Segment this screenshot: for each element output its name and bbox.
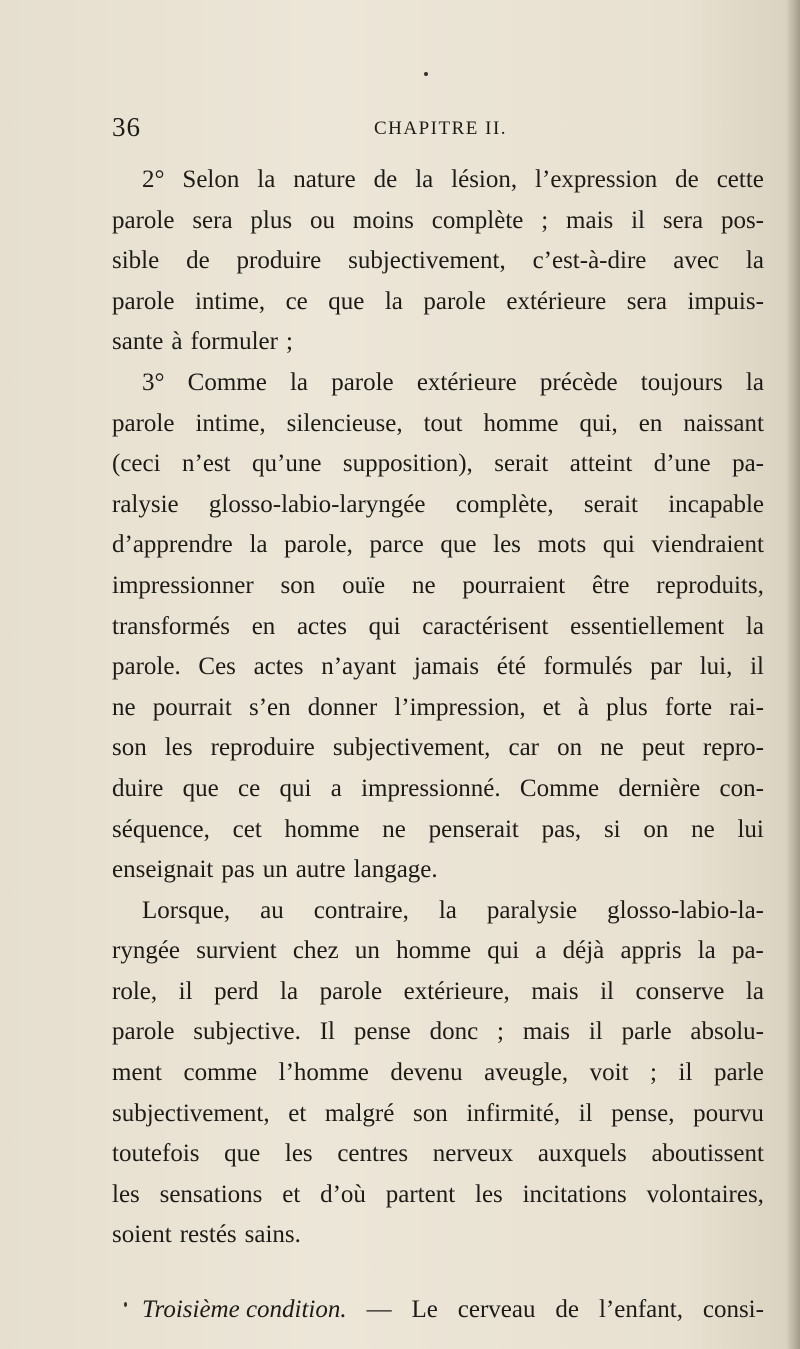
text-line: sible de produire subjectivement, c’est-à-dire avec la <box>112 247 764 275</box>
text-line: transformés en actes qui caractérisent essentiellement la <box>112 612 764 640</box>
page-number: 36 <box>112 112 141 142</box>
text-line: enseignait pas un autre langage. <box>112 856 438 884</box>
running-head: CHAPITRE II. <box>374 118 508 139</box>
page-edge-shadow <box>786 0 800 1349</box>
text-line: sante à formuler ; <box>112 328 293 356</box>
text-line: d’apprendre la parole, parce que les mots qui viendraient <box>112 531 764 559</box>
text-line: ralysie glosso-labio-laryngée complète, serait incapable <box>112 490 764 518</box>
text-line: son les reproduire subjectivement, car on ne peut repro- <box>112 734 764 762</box>
text-line: les sensations et d’où partent les incitations volontaires, <box>112 1180 764 1208</box>
text-line: parole sera plus ou moins complète ; mais il sera pos- <box>112 206 764 234</box>
text-line: parole intime, ce que la parole extérieure sera impuis- <box>112 287 764 315</box>
text-line: Lorsque, au contraire, la paralysie glosso-labio-la- <box>142 896 764 924</box>
section-heading-line: Troisième condition. — Le cerveau de l’enfant, consi- <box>112 1290 764 1331</box>
text-line: ment comme l’homme devenu aveugle, voit ; il parle <box>112 1059 764 1087</box>
text-line: parole subjective. Il pense donc ; mais il parle absolu- <box>112 1018 764 1046</box>
text-line: ryngée survient chez un homme qui a déjà appris la pa- <box>112 937 764 965</box>
body-text <box>112 160 764 1331</box>
text-line: duire que ce qui a impressionné. Comme dernière con- <box>112 774 764 802</box>
text-line: séquence, cet homme ne penserait pas, si on ne lui <box>112 815 764 843</box>
text-line: soient restés sains. <box>112 1221 301 1249</box>
text-line: parole. Ces actes n’ayant jamais été formulés par lui, il <box>112 653 764 681</box>
ink-speck <box>424 72 428 76</box>
section-heading: Troisième condition. <box>142 1296 347 1324</box>
section-gap <box>112 1256 764 1290</box>
text-line: parole intime, silencieuse, tout homme qui, en naissant <box>112 409 764 437</box>
page-header <box>112 112 762 148</box>
text-line: 3° Comme la parole extérieure précède toujours la <box>142 368 764 396</box>
text-line: 2° Selon la nature de la lésion, l’expression de cette <box>142 166 764 193</box>
text-line: toutefois que les centres nerveux auxquels aboutissent <box>112 1140 764 1168</box>
text-line: role, il perd la parole extérieure, mais il conserve la <box>112 977 764 1005</box>
text-line: impressionner son ouïe ne pourraient être reproduits, <box>112 571 764 599</box>
text-line: subjectivement, et malgré son infirmité, il pense, pourvu <box>112 1099 764 1127</box>
text-line: (ceci n’est qu’une supposition), serait atteint d’une pa- <box>112 450 764 478</box>
text-line: ne pourrait s’en donner l’impression, et à plus forte rai- <box>112 693 764 721</box>
